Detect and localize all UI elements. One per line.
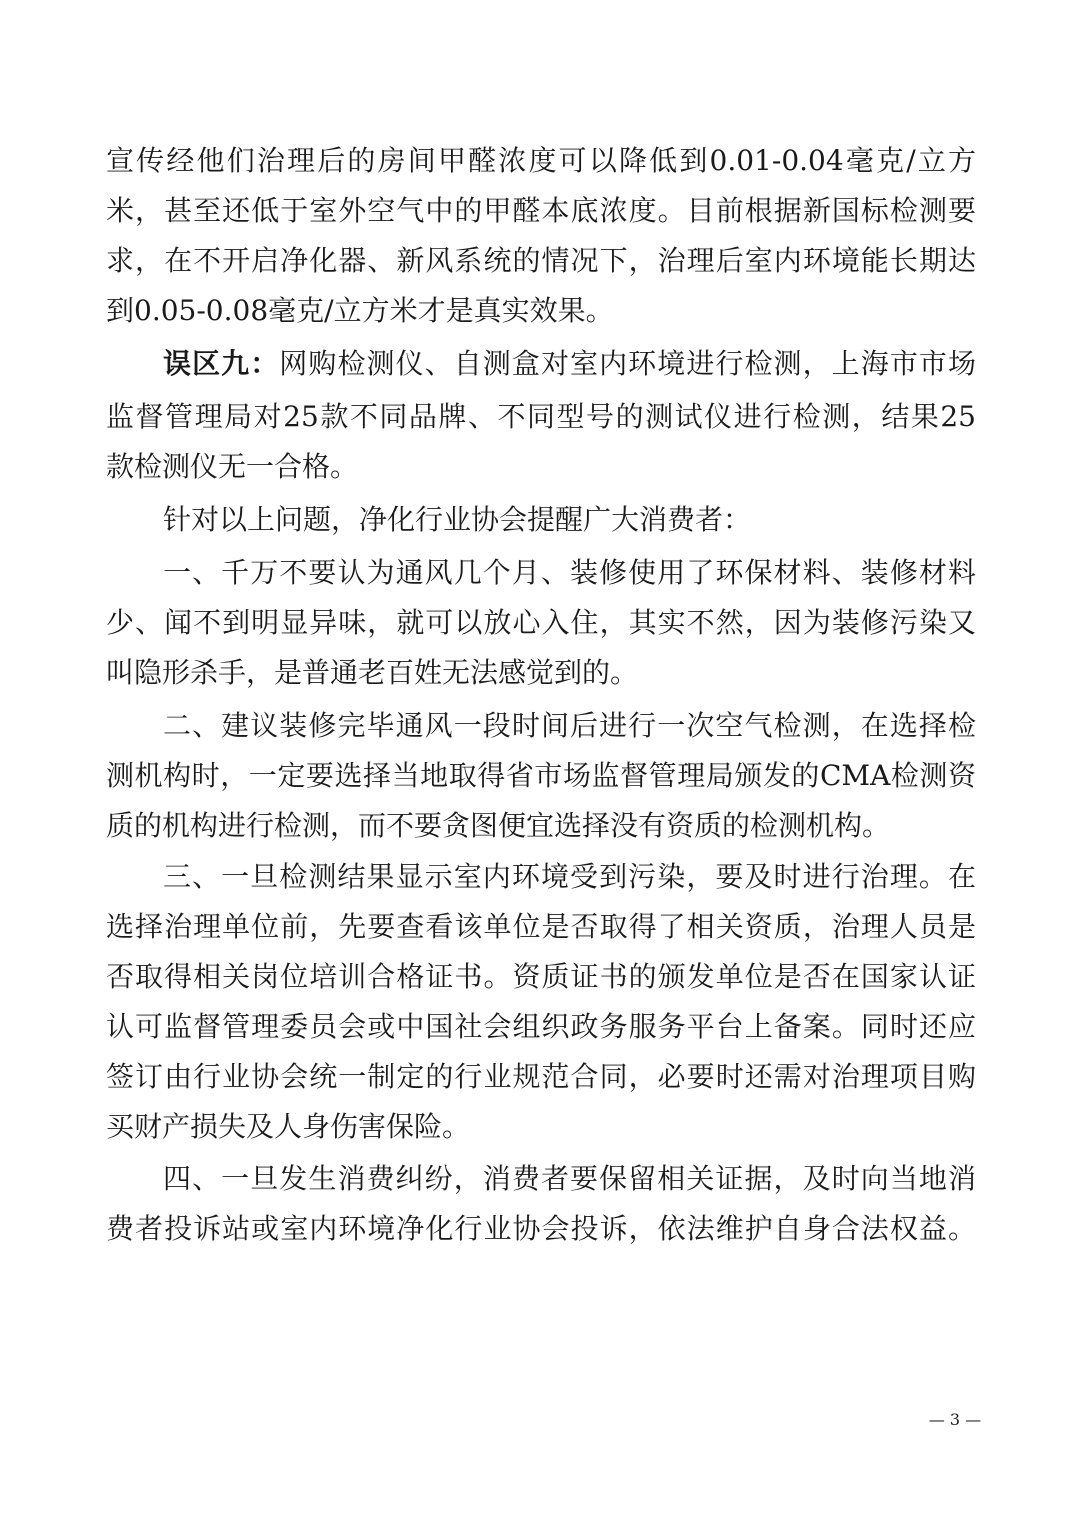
paragraph-line xyxy=(163,344,976,384)
paragraph-line: 选择治理单位前，先要查看该单位是否取得了相关资质，治理人员是 xyxy=(106,910,976,943)
page-number: — 3 — xyxy=(928,1410,982,1429)
paragraph-line: 到0.05-0.08毫克/立方米才是真实效果。 xyxy=(106,294,614,327)
paragraph-line: 四、一旦发生消费纠纷，消费者要保留相关证据，及时向当地消 xyxy=(163,1162,976,1195)
paragraph-line: 二、建议装修完毕通风一段时间后进行一次空气检测，在选择检 xyxy=(163,709,976,742)
paragraph-line: 三、一旦检测结果显示室内环境受到污染，要及时进行治理。在 xyxy=(163,860,976,893)
paragraph-line: 宣传经他们治理后的房间甲醛浓度可以降低到0.01-0.04毫克/立方 xyxy=(106,144,976,177)
paragraph-line: 监督管理局对25款不同品牌、不同型号的测试仪进行检测，结果25 xyxy=(106,400,976,433)
paragraph-line: 测机构时，一定要选择当地取得省市场监督管理局颁发的CMA检测资 xyxy=(106,759,976,792)
paragraph-line: 质的机构进行检测，而不要贪图便宜选择没有资质的检测机构。 xyxy=(106,809,891,842)
paragraph-line: 买财产损失及人身伤害保险。 xyxy=(106,1110,471,1143)
paragraph-line: 签订由行业协会统一制定的行业规范合同，必要时还需对治理项目购 xyxy=(106,1060,976,1093)
paragraph-line: 一、千万不要认为通风几个月、装修使用了环保材料、装修材料 xyxy=(163,556,976,589)
myth-nine-heading: 误区九： xyxy=(163,347,280,380)
paragraph-line: 费者投诉站或室内环境净化行业协会投诉，依法维护自身合法权益。 xyxy=(106,1212,976,1245)
paragraph-line: 米，甚至还低于室外空气中的甲醛本底浓度。目前根据新国标检测要 xyxy=(106,194,976,227)
paragraph-line: 针对以上问题，净化行业协会提醒广大消费者： xyxy=(163,503,752,536)
paragraph-line: 叫隐形杀手，是普通老百姓无法感觉到的。 xyxy=(106,656,639,689)
paragraph-line: 求，在不开启净化器、新风系统的情况下，治理后室内环境能长期达 xyxy=(106,244,976,277)
paragraph-line: 否取得相关岗位培训合格证书。资质证书的颁发单位是否在国家认证 xyxy=(106,960,976,993)
paragraph-line-text: 网购检测仪、自测盒对室内环境进行检测，上海市市场 xyxy=(279,347,976,380)
paragraph-line: 少、闻不到明显异味，就可以放心入住，其实不然，因为装修污染又 xyxy=(106,606,976,639)
paragraph-line: 款检测仪无一合格。 xyxy=(106,450,359,483)
paragraph-line: 认可监督管理委员会或中国社会组织政务服务平台上备案。同时还应 xyxy=(106,1010,976,1043)
